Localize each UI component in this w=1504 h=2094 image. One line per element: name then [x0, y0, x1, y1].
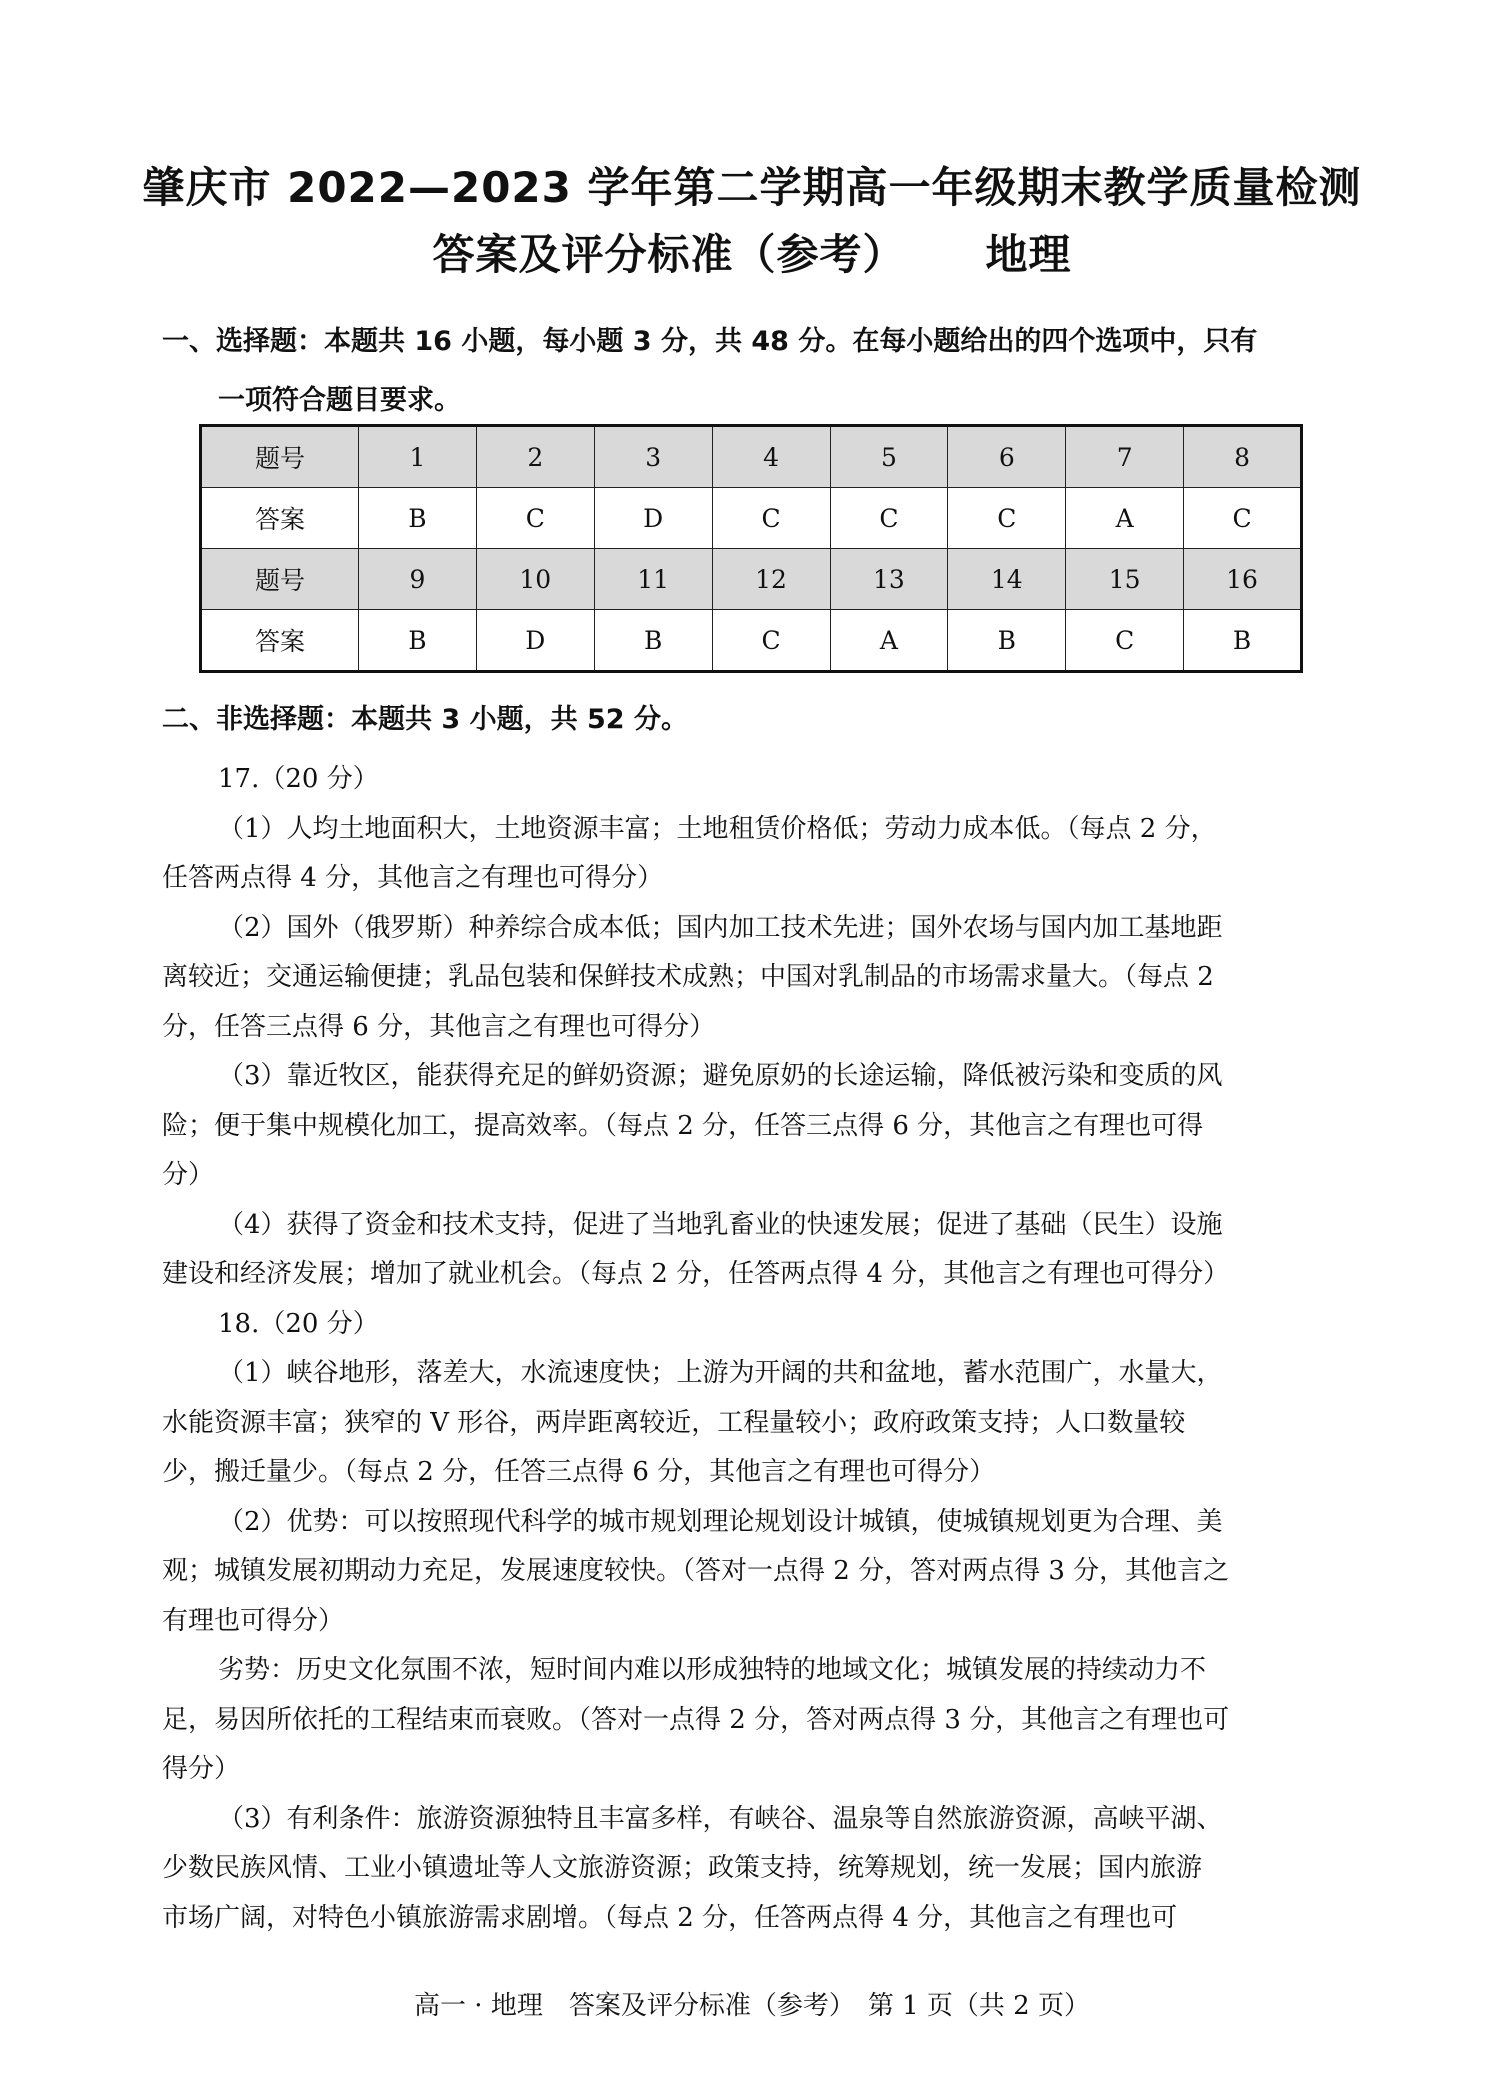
answer-line: （1）人均土地面积大，土地资源丰富；土地租赁价格低；劳动力成本低。（每点 2 分， [218, 813, 1217, 844]
answer-table-cell: A [1066, 488, 1184, 549]
answer-line: 分，任答三点得 6 分，其他言之有理也可得分） [162, 1011, 716, 1042]
answer-line: 建设和经济发展；增加了就业机会。（每点 2 分，任答两点得 4 分，其他言之有理也可得分） [162, 1259, 1230, 1289]
answer-line: 足，易因所依托的工程结束而衰败。（答对一点得 2 分，答对两点得 3 分，其他言之有理也可 [162, 1704, 1230, 1735]
answer-table-cell: 11 [594, 549, 712, 610]
answer-table-cell: 12 [712, 549, 830, 610]
page-subtitle [0, 222, 1504, 282]
answer-line: 水能资源丰富；狭窄的 V 形谷，两岸距离较近，工程量较小；政府政策支持；人口数量较 [162, 1407, 1186, 1438]
answer-table-cell: 7 [1066, 426, 1184, 488]
subtitle-text: 答案及评分标准（参考） [432, 230, 906, 279]
answer-table-cell: D [476, 610, 594, 672]
answer-table-cell: 16 [1184, 549, 1302, 610]
answer-line: 少，搬迁量少。（每点 2 分，任答三点得 6 分，其他言之有理也可得分） [162, 1457, 996, 1487]
answer-table-cell: C [1184, 488, 1302, 549]
answer-table-cell: 14 [948, 549, 1066, 610]
answer-table-cell: B [359, 610, 477, 672]
answer-line: 任答两点得 4 分，其他言之有理也可得分） [162, 863, 664, 893]
answer-line: （2）优势：可以按照现代科学的城市规划理论规划设计城镇，使城镇规划更为合理、美 [218, 1506, 1223, 1537]
answer-table-cell: C [476, 488, 594, 549]
question-number: 18.（20 分） [218, 1308, 379, 1339]
answer-table-row [201, 549, 1302, 610]
answer-line: 分） [162, 1160, 215, 1190]
answer-table-cell: 4 [712, 426, 830, 488]
answer-table [199, 424, 1303, 673]
answer-line: 少数民族风情、工业小镇遗址等人文旅游资源；政策支持，统筹规划，统一发展；国内旅游 [162, 1853, 1203, 1883]
answer-line: 有理也可得分） [162, 1605, 345, 1636]
answer-table-cell: 10 [476, 549, 594, 610]
answer-line: 险；便于集中规模化加工，提高效率。（每点 2 分，任答三点得 6 分，其他言之有理也可得 [162, 1110, 1204, 1141]
answer-table-cell: C [712, 488, 830, 549]
answer-table-row-label: 答案 [201, 488, 359, 549]
answer-table-row-label: 答案 [201, 610, 359, 672]
section-heading-line: 一、选择题：本题共 16 小题，每小题 3 分，共 48 分。在每小题给出的四个选项中，只有 [162, 326, 1258, 357]
section-non-choice-heading: 二、非选择题：本题共 3 小题，共 52 分。 [162, 704, 688, 735]
answer-line: 得分） [162, 1754, 241, 1784]
answer-table-cell: C [1066, 610, 1184, 672]
subject-label: 地理 [985, 230, 1072, 279]
answer-table-cell: 3 [594, 426, 712, 488]
answer-line: 离较近；交通运输便捷；乳品包装和保鲜技术成熟；中国对乳制品的市场需求量大。（每点 2 [162, 962, 1214, 992]
answer-table-cell: B [948, 610, 1066, 672]
answer-table-cell: 5 [830, 426, 948, 488]
answer-table-row [201, 488, 1302, 549]
answer-table-cell: 2 [476, 426, 594, 488]
question-number: 17.（20 分） [218, 764, 379, 794]
answer-table-cell: B [594, 610, 712, 672]
answer-line: 劣势：历史文化氛围不浓，短时间内难以形成独特的地域文化；城镇发展的持续动力不 [218, 1655, 1207, 1685]
answer-table-cell: C [948, 488, 1066, 549]
answer-table-cell: 13 [830, 549, 948, 610]
section-heading-line: 一项符合题目要求。 [218, 385, 461, 416]
answer-line: （3）靠近牧区，能获得充足的鲜奶资源；避免原奶的长途运输，降低被污染和变质的风 [218, 1061, 1223, 1091]
answer-table-cell: 15 [1066, 549, 1184, 610]
answer-line: 市场广阔，对特色小镇旅游需求剧增。（每点 2 分，任答两点得 4 分，其他言之有理也可 [162, 1902, 1178, 1933]
answer-table-cell: C [712, 610, 830, 672]
answer-table-cell: D [594, 488, 712, 549]
page-footer: 高一 · 地理 答案及评分标准（参考） 第 1 页（共 2 页） [414, 1991, 1090, 2021]
answer-body [162, 755, 1342, 1943]
answer-line: （4）获得了资金和技术支持，促进了当地乳畜业的快速发展；促进了基础（民生）设施 [218, 1209, 1223, 1240]
answer-line: 观；城镇发展初期动力充足，发展速度较快。（答对一点得 2 分，答对两点得 3 分，其他言之 [162, 1556, 1230, 1586]
answer-table-cell: 6 [948, 426, 1066, 488]
answer-table-cell: B [359, 488, 477, 549]
answer-line: （2）国外（俄罗斯）种养综合成本低；国内加工技术先进；国外农场与国内加工基地距 [218, 912, 1223, 943]
answer-table-row-label: 题号 [201, 549, 359, 610]
answer-table-row-label: 题号 [201, 426, 359, 488]
answer-table-cell: 8 [1184, 426, 1302, 488]
answer-table-cell: A [830, 610, 948, 672]
answer-table-row [201, 610, 1302, 672]
answer-table-row [201, 426, 1302, 488]
answer-table-cell: C [830, 488, 948, 549]
answer-line: （1）峡谷地形，落差大，水流速度快；上游为开阔的共和盆地，蓄水范围广，水量大， [218, 1358, 1223, 1388]
section-multiple-choice-heading [162, 312, 1342, 430]
answer-table-cell: 1 [359, 426, 477, 488]
answer-table-cell: B [1184, 610, 1302, 672]
page-title: 肇庆市 2022—2023 学年第二学期高一年级期末教学质量检测 [142, 163, 1362, 212]
answer-table-cell: 9 [359, 549, 477, 610]
answer-line: （3）有利条件：旅游资源独特且丰富多样，有峡谷、温泉等自然旅游资源，高峡平湖、 [218, 1803, 1223, 1834]
